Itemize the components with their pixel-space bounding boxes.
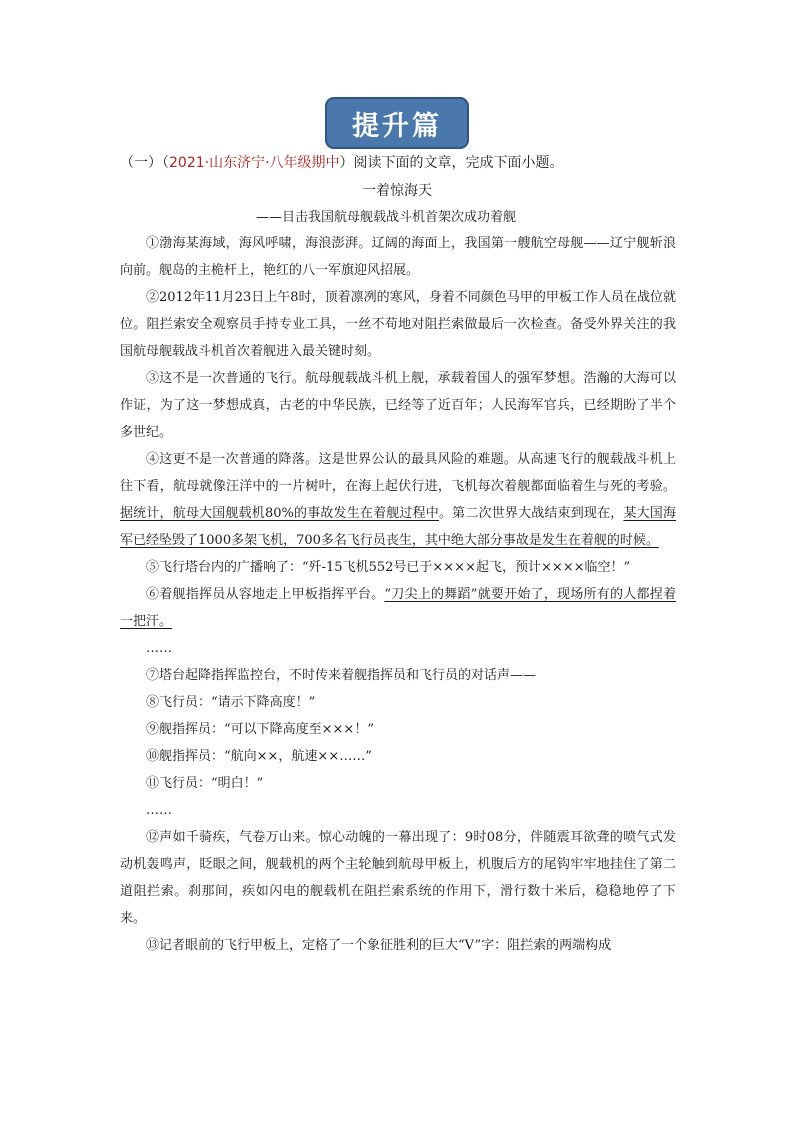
- article-title: 一着惊海天: [362, 183, 432, 199]
- paragraph-2: ②2012年11月23日上午8时，顶着凛冽的寒风，身着不同颜色马甲的甲板工作人员在战位就位。阻拦索安全观察员手持专业工具，一丝不苟地对阻拦索做最后一次检查。备受外界关注的我国航母舰载战斗机首次着舰进入最关键时刻。: [120, 290, 676, 359]
- paragraph-11: ⑪飞行员：“明白！”: [146, 776, 264, 791]
- underlined-accident-fact: 某大国海军已经坠毁了1000多架飞机，700多名飞行员丧生，其中绝大部分事故是发生在着舰的时候。: [120, 506, 676, 548]
- underlined-dance-sentence: “刀尖上的舞蹈”就要开始了，现场所有的人都捏着一把汗。: [120, 587, 676, 629]
- ellipsis-1: ……: [146, 641, 172, 656]
- paragraph-8: ⑧飞行员：“请示下降高度！”: [146, 695, 316, 710]
- source-prefix: （一）（: [120, 155, 169, 171]
- paragraph-5: ⑤飞行塔台内的广播响了：“歼-15飞机552号已于××××起飞，预计××××临空！”: [146, 560, 631, 575]
- paragraph-13: ⑬记者眼前的飞行甲板上，定格了一个象征胜利的巨大“V”字：阻拦索的两端构成: [146, 938, 612, 953]
- question-source-line: [120, 152, 564, 172]
- paragraph-7: ⑦塔台起降指挥监控台，不时传来着舰指挥员和飞行员的对话声——: [146, 668, 537, 683]
- paragraph-4-text-c: 。第二次世界大战结束到现在，: [438, 506, 624, 521]
- article-body: [120, 230, 676, 959]
- paragraph-3: ③这不是一次普通的飞行。航母舰载战斗机上舰，承载着国人的强军梦想。浩瀚的大海可以作证，为了这一梦想成真，古老的中华民族，已经等了近百年；人民海军官兵，已经期盼了半个多世纪。: [120, 371, 676, 440]
- paragraph-4-text-a: ④这更不是一次普通的降落。这是世界公认的最具风险的难题。从高速飞行的舰载战斗机上往下看，航母就像汪洋中的一片树叶，在海上起伏行进，飞机每次着舰都面临着生与死的考验。: [120, 452, 676, 494]
- paragraph-12: ⑫声如千骑疾，气卷万山来。惊心动魄的一幕出现了：9时08分，伴随震耳欲聋的喷气式发动机轰鸣声，眨眼之间，舰载机的两个主轮触到航母甲板上，机腹后方的尾钩牢牢地挂住了第二道阻拦索。刹那间，疾如闪电的舰载机在阻拦索系统的作用下，滑行数十米后，稳稳地停了下来。: [120, 830, 676, 926]
- underlined-statistic: 据统计，航母大国舰载机80%的事故发生在着舰过程中: [120, 506, 439, 521]
- ellipsis-2: ……: [146, 803, 172, 818]
- paragraph-4: [120, 446, 676, 554]
- source-instruction: ）阅读下面的文章，完成下面小题。: [339, 155, 564, 171]
- paragraph-6-text-a: ⑥着舰指挥员从容地走上甲板指挥平台。: [146, 587, 385, 602]
- paragraph-9: ⑨舰指挥员：“可以下降高度至×××！”: [146, 722, 374, 737]
- source-label: 2021·山东济宁·八年级期中: [169, 155, 340, 171]
- article-subtitle: ——目击我国航母舰载战斗机首架次成功着舰: [256, 210, 517, 225]
- paragraph-10: ⑩舰指挥员：“航向××，航速××……”: [146, 749, 372, 764]
- section-badge: 提升篇: [325, 97, 469, 149]
- paragraph-1: ①渤海某海域，海风呼啸，海浪澎湃。辽阔的海面上，我国第一艘航空母舰——辽宁舰斩浪向前。舰岛的主桅杆上，艳红的八一军旗迎风招展。: [120, 236, 676, 278]
- paragraph-6: [120, 581, 676, 635]
